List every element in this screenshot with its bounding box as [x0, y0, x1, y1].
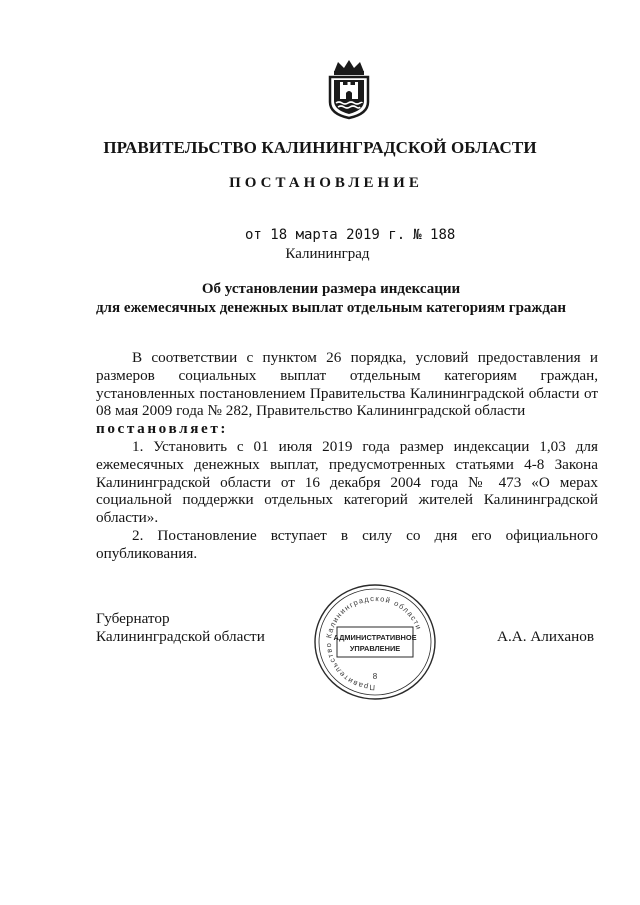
- official-seal-stamp: [311, 581, 439, 703]
- subject-line-1: Об установлении размера индексации: [201, 281, 461, 297]
- signatory-title-line-2: Калининградской области: [96, 628, 265, 645]
- date-line: [245, 227, 455, 243]
- preamble-paragraph: В соответствии с пунктом 26 порядка, условий предоставления и размеров социальных выплат отдельным категориям граждан, установленных постановлением Правительства Калининградской области от 08 мая 2009 года № 282, Правительство Калининградской области: [96, 349, 598, 420]
- signatory-title-line-1: Губернатор: [96, 610, 170, 627]
- document-type: ПОСТАНОВЛЕНИЕ: [229, 175, 423, 191]
- coat-of-arms-icon: [322, 58, 376, 120]
- svg-text:Правительство Калининградской: Правительство Калининградской области: [323, 593, 424, 693]
- signatory-name: А.А. Алиханов: [497, 628, 595, 645]
- seal-line-1: АДМИНИСТРАТИВНОЕ: [333, 633, 417, 642]
- city: Калининград: [285, 246, 370, 262]
- subject-line-2: для ежемесячных денежных выплат отдельным категориям граждан: [95, 300, 567, 316]
- document-date: от 18 марта 2019 г.: [245, 227, 406, 243]
- document-number: № 188: [413, 227, 456, 243]
- document-subject: [0, 280, 640, 318]
- decree-word-text: постановляет:: [96, 420, 229, 438]
- organization-title: ПРАВИТЕЛЬСТВО КАЛИНИНГРАДСКОЙ ОБЛАСТИ: [103, 138, 537, 157]
- item-2-paragraph: 2. Постановление вступает в силу со дня его официального опубликования.: [96, 526, 598, 562]
- svg-text:8: 8: [372, 672, 378, 681]
- decree-word: [96, 420, 598, 438]
- document-body: [96, 349, 598, 563]
- seal-line-2: УПРАВЛЕНИЕ: [349, 644, 401, 653]
- item-1-paragraph: 1. Установить с 01 июля 2019 года размер индексации 1,03 для ежемесячных денежных выплат, предусмотренных статьями 4-8 Закона Калининградской области от 16 декабря 2004 года № 473 «О мерах социальной поддержки отдельных категорий жителей Калининградской области».: [96, 437, 598, 527]
- signatory-title: [96, 610, 265, 646]
